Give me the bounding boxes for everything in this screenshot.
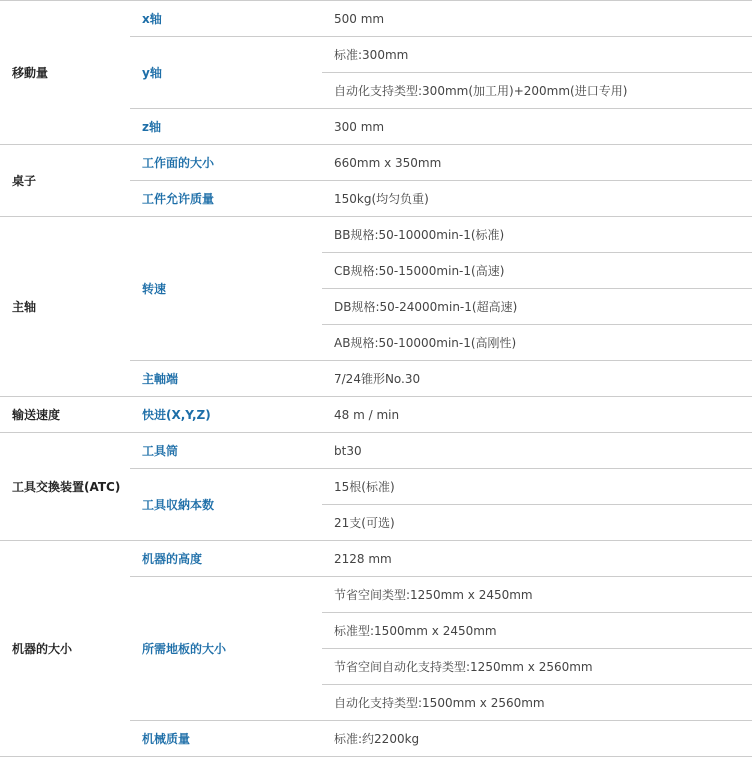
value-cell: 自动化支持类型:300mm(加工用)+200mm(进口专用) — [322, 73, 752, 109]
value-cell: AB规格:50-10000min-1(高刚性) — [322, 325, 752, 361]
value-cell: 标准:约2200kg — [322, 721, 752, 757]
category-travel: 移動量 — [0, 1, 130, 145]
category-table: 桌子 — [0, 145, 130, 217]
value-cell: 节省空间自动化支持类型:1250mm x 2560mm — [322, 649, 752, 685]
category-feed-rate: 输送速度 — [0, 397, 130, 433]
value-cell: DB规格:50-24000min-1(超高速) — [322, 289, 752, 325]
item-machine-height: 机器的高度 — [130, 541, 322, 577]
item-workpiece-mass: 工件允许质量 — [130, 181, 322, 217]
item-rotation-speed: 转速 — [130, 217, 322, 361]
value-cell: 500 mm — [322, 1, 752, 37]
value-cell: BB规格:50-10000min-1(标准) — [322, 217, 752, 253]
item-x-axis: x轴 — [130, 1, 322, 37]
value-cell: 150kg(均匀负重) — [322, 181, 752, 217]
item-z-axis: z轴 — [130, 109, 322, 145]
table-row — [0, 541, 752, 577]
value-cell: 15根(标准) — [322, 469, 752, 505]
item-tool-capacity: 工具収納本数 — [130, 469, 322, 541]
item-machine-mass: 机械质量 — [130, 721, 322, 757]
table-row — [0, 217, 752, 253]
value-cell: bt30 — [322, 433, 752, 469]
table-row — [0, 397, 752, 433]
item-rapid-traverse: 快进(X,Y,Z) — [130, 397, 322, 433]
value-cell: 节省空间类型:1250mm x 2450mm — [322, 577, 752, 613]
value-cell: 21支(可选) — [322, 505, 752, 541]
item-y-axis: y轴 — [130, 37, 322, 109]
value-cell: 660mm x 350mm — [322, 145, 752, 181]
value-cell: 自动化支持类型:1500mm x 2560mm — [322, 685, 752, 721]
category-spindle: 主轴 — [0, 217, 130, 397]
category-atc: 工具交換装置(ATC) — [0, 433, 130, 541]
value-cell: CB规格:50-15000min-1(高速) — [322, 253, 752, 289]
value-cell: 标准型:1500mm x 2450mm — [322, 613, 752, 649]
table-row — [0, 145, 752, 181]
value-cell: 7/24锥形No.30 — [322, 361, 752, 397]
value-cell: 标准:300mm — [322, 37, 752, 73]
value-cell: 2128 mm — [322, 541, 752, 577]
table-row — [0, 1, 752, 37]
category-machine-size: 机器的大小 — [0, 541, 130, 757]
item-spindle-nose: 主軸端 — [130, 361, 322, 397]
table-row — [0, 433, 752, 469]
value-cell: 300 mm — [322, 109, 752, 145]
item-work-surface-size: 工作面的大小 — [130, 145, 322, 181]
item-floor-space: 所需地板的大小 — [130, 577, 322, 721]
value-cell: 48 m / min — [322, 397, 752, 433]
item-tool-shank: 工具筒 — [130, 433, 322, 469]
